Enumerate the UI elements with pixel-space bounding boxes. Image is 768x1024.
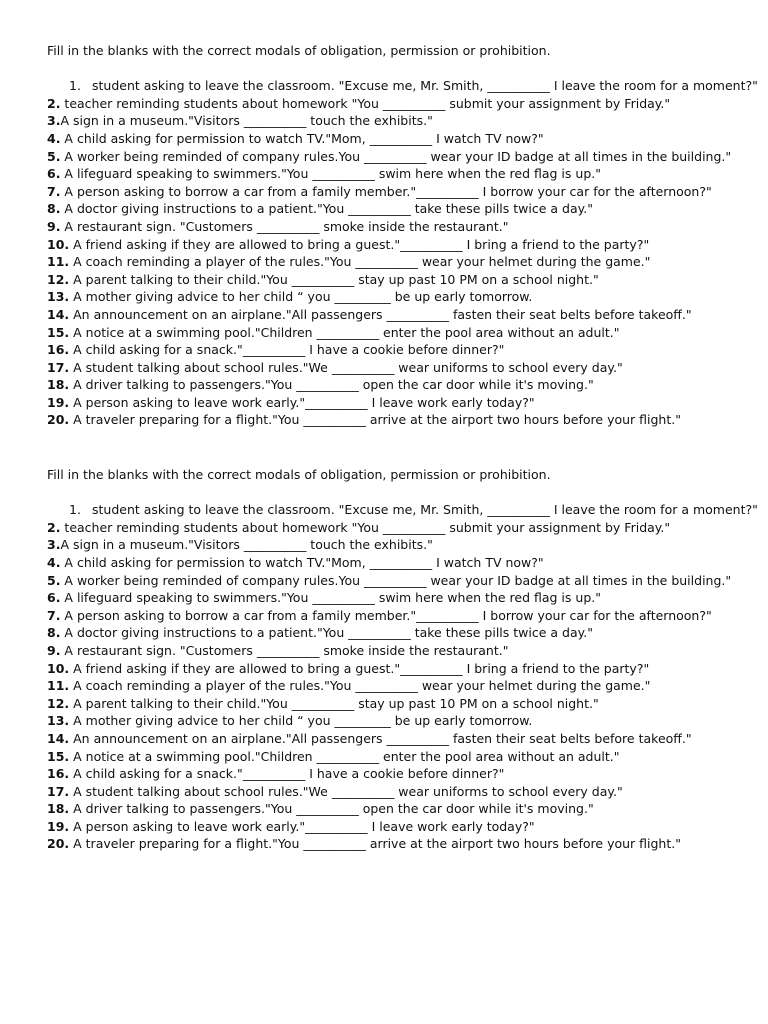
exercise-item (47, 324, 747, 342)
item-number: 2. (47, 519, 61, 535)
item-number: 10. (47, 660, 70, 676)
item-text: A person asking to leave work early."__________ I leave work early today?" (69, 818, 535, 834)
item-number: 13. (47, 289, 70, 305)
exercise-item (47, 642, 747, 660)
exercise-item (47, 835, 747, 853)
item-number: 1. (69, 78, 81, 94)
instruction-text: Fill in the blanks with the correct modals of obligation, permission or prohibition. (47, 467, 551, 482)
item-text: A parent talking to their child."You __________ stay up past 10 PM on a school night." (69, 695, 599, 711)
item-text: A driver talking to passengers."You __________ open the car door while it's moving." (69, 801, 594, 817)
item-text: A person asking to leave work early."__________ I leave work early today?" (69, 394, 535, 410)
item-number: 17. (47, 783, 70, 799)
exercise-item (47, 253, 747, 271)
item-text: teacher reminding students about homework "You __________ submit your assignment by Friday." (60, 519, 671, 535)
item-text: student asking to leave the classroom. "Excuse me, Mr. Smith, __________ I leave the room for a moment?" (92, 78, 758, 94)
item-number: 9. (47, 642, 61, 658)
exercise-item (47, 607, 747, 625)
exercise-item (47, 271, 747, 289)
exercise-item (47, 765, 747, 783)
exercise-item (47, 200, 747, 218)
item-text: A notice at a swimming pool."Children __________ enter the pool area without an adult." (69, 748, 620, 764)
item-text: A person asking to borrow a car from a family member."__________ I borrow your car for the afternoon?" (60, 607, 712, 623)
item-number: 16. (47, 342, 70, 358)
exercise-item (47, 218, 747, 236)
item-number: 11. (47, 678, 70, 694)
item-text: A child asking for a snack."__________ I have a cookie before dinner?" (69, 766, 505, 782)
item-text: A coach reminding a player of the rules."You __________ wear your helmet during the game." (69, 254, 651, 270)
exercise-item (47, 306, 747, 324)
exercise-item (47, 341, 747, 359)
exercise-section-1 (47, 42, 758, 429)
item-number: 8. (47, 201, 61, 217)
item-text: A friend asking if they are allowed to bring a guest."__________ I bring a friend to the party?" (69, 660, 650, 676)
item-number: 6. (47, 166, 61, 182)
item-text: An announcement on an airplane."All passengers __________ fasten their seat belts before takeoff." (69, 306, 692, 322)
item-text: A coach reminding a player of the rules."You __________ wear your helmet during the game." (69, 678, 651, 694)
item-number: 7. (47, 607, 61, 623)
item-text: A restaurant sign. "Customers __________ smoke inside the restaurant." (60, 218, 509, 234)
item-number: 14. (47, 306, 70, 322)
item-text: A traveler preparing for a flight."You __________ arrive at the airport two hours before your flight." (69, 836, 681, 852)
item-text: A person asking to borrow a car from a family member."__________ I borrow your car for the afternoon?" (60, 183, 712, 199)
item-number: 19. (47, 818, 70, 834)
item-number: 9. (47, 218, 61, 234)
item-number: 18. (47, 801, 70, 817)
item-text: student asking to leave the classroom. "Excuse me, Mr. Smith, __________ I leave the room for a moment?" (92, 502, 758, 518)
item-text: A doctor giving instructions to a patient."You __________ take these pills twice a day." (60, 625, 593, 641)
item-number: 13. (47, 713, 70, 729)
exercise-item (47, 95, 747, 113)
exercise-item (47, 148, 747, 166)
item-text: A mother giving advice to her child “ you _________ be up early tomorrow. (69, 289, 533, 305)
item-text: A worker being reminded of company rules.You __________ wear your ID badge at all times in the building." (60, 572, 732, 588)
item-number: 14. (47, 730, 70, 746)
item-text: A worker being reminded of company rules.You __________ wear your ID badge at all times in the building." (60, 148, 732, 164)
item-text: A child asking for permission to watch TV."Mom, __________ I watch TV now?" (60, 554, 544, 570)
exercise-item (47, 554, 747, 572)
item-number: 4. (47, 554, 61, 570)
item-number: 2. (47, 95, 61, 111)
exercise-item (47, 536, 747, 554)
item-text: A restaurant sign. "Customers __________ smoke inside the restaurant." (60, 642, 509, 658)
exercise-item (47, 359, 747, 377)
item-number: 5. (47, 148, 61, 164)
exercise-item (47, 501, 758, 519)
exercise-item (47, 112, 747, 130)
exercise-item (47, 183, 747, 201)
item-text: A parent talking to their child."You __________ stay up past 10 PM on a school night." (69, 271, 599, 287)
instruction-text: Fill in the blanks with the correct modals of obligation, permission or prohibition. (47, 43, 551, 58)
item-number: 15. (47, 748, 70, 764)
exercise-item (47, 800, 747, 818)
exercise-list (47, 501, 758, 853)
exercise-item (47, 730, 747, 748)
item-number: 17. (47, 359, 70, 375)
exercise-item (47, 818, 747, 836)
exercise-item (47, 288, 747, 306)
item-text: A mother giving advice to her child “ you _________ be up early tomorrow. (69, 713, 533, 729)
exercise-item (47, 376, 747, 394)
exercise-item (47, 130, 747, 148)
exercise-item (47, 748, 747, 766)
item-text: A child asking for a snack."__________ I have a cookie before dinner?" (69, 342, 505, 358)
item-text: A traveler preparing for a flight."You __________ arrive at the airport two hours before your flight." (69, 412, 681, 428)
exercise-item (47, 677, 747, 695)
item-number: 7. (47, 183, 61, 199)
exercise-item (47, 394, 747, 412)
exercise-item (47, 589, 747, 607)
exercise-item (47, 695, 747, 713)
item-number: 12. (47, 695, 70, 711)
item-text: A sign in a museum."Visitors __________ touch the exhibits." (60, 113, 433, 129)
exercise-item (47, 660, 747, 678)
item-number: 15. (47, 324, 70, 340)
exercise-item (47, 519, 747, 537)
exercise-item (47, 624, 747, 642)
exercise-item (47, 411, 747, 429)
item-text: A friend asking if they are allowed to bring a guest."__________ I bring a friend to the party?" (69, 236, 650, 252)
item-number: 16. (47, 766, 70, 782)
item-number: 3. (47, 113, 61, 129)
item-number: 4. (47, 130, 61, 146)
item-text: A student talking about school rules."We __________ wear uniforms to school every day." (69, 783, 623, 799)
item-number: 11. (47, 254, 70, 270)
item-text: A lifeguard speaking to swimmers."You __________ swim here when the red flag is up." (60, 590, 601, 606)
item-number: 20. (47, 836, 70, 852)
item-text: teacher reminding students about homework "You __________ submit your assignment by Friday." (60, 95, 671, 111)
item-number: 10. (47, 236, 70, 252)
item-text: A sign in a museum."Visitors __________ touch the exhibits." (60, 537, 433, 553)
item-number: 12. (47, 271, 70, 287)
item-number: 1. (69, 502, 81, 518)
item-number: 3. (47, 537, 61, 553)
exercise-item (47, 236, 747, 254)
exercise-item (47, 712, 747, 730)
exercise-item (47, 572, 747, 590)
item-text: A child asking for permission to watch TV."Mom, __________ I watch TV now?" (60, 130, 544, 146)
exercise-item (47, 783, 747, 801)
item-text: A student talking about school rules."We __________ wear uniforms to school every day." (69, 359, 623, 375)
exercise-section-2 (47, 466, 758, 853)
item-number: 20. (47, 412, 70, 428)
item-number: 8. (47, 625, 61, 641)
item-text: A doctor giving instructions to a patient."You __________ take these pills twice a day." (60, 201, 593, 217)
exercise-item (47, 165, 747, 183)
item-number: 6. (47, 590, 61, 606)
item-text: A lifeguard speaking to swimmers."You __________ swim here when the red flag is up." (60, 166, 601, 182)
exercise-item (47, 77, 758, 95)
item-text: A driver talking to passengers."You __________ open the car door while it's moving." (69, 377, 594, 393)
item-text: An announcement on an airplane."All passengers __________ fasten their seat belts before takeoff." (69, 730, 692, 746)
item-text: A notice at a swimming pool."Children __________ enter the pool area without an adult." (69, 324, 620, 340)
item-number: 5. (47, 572, 61, 588)
exercise-list (47, 77, 758, 429)
item-number: 18. (47, 377, 70, 393)
item-number: 19. (47, 394, 70, 410)
